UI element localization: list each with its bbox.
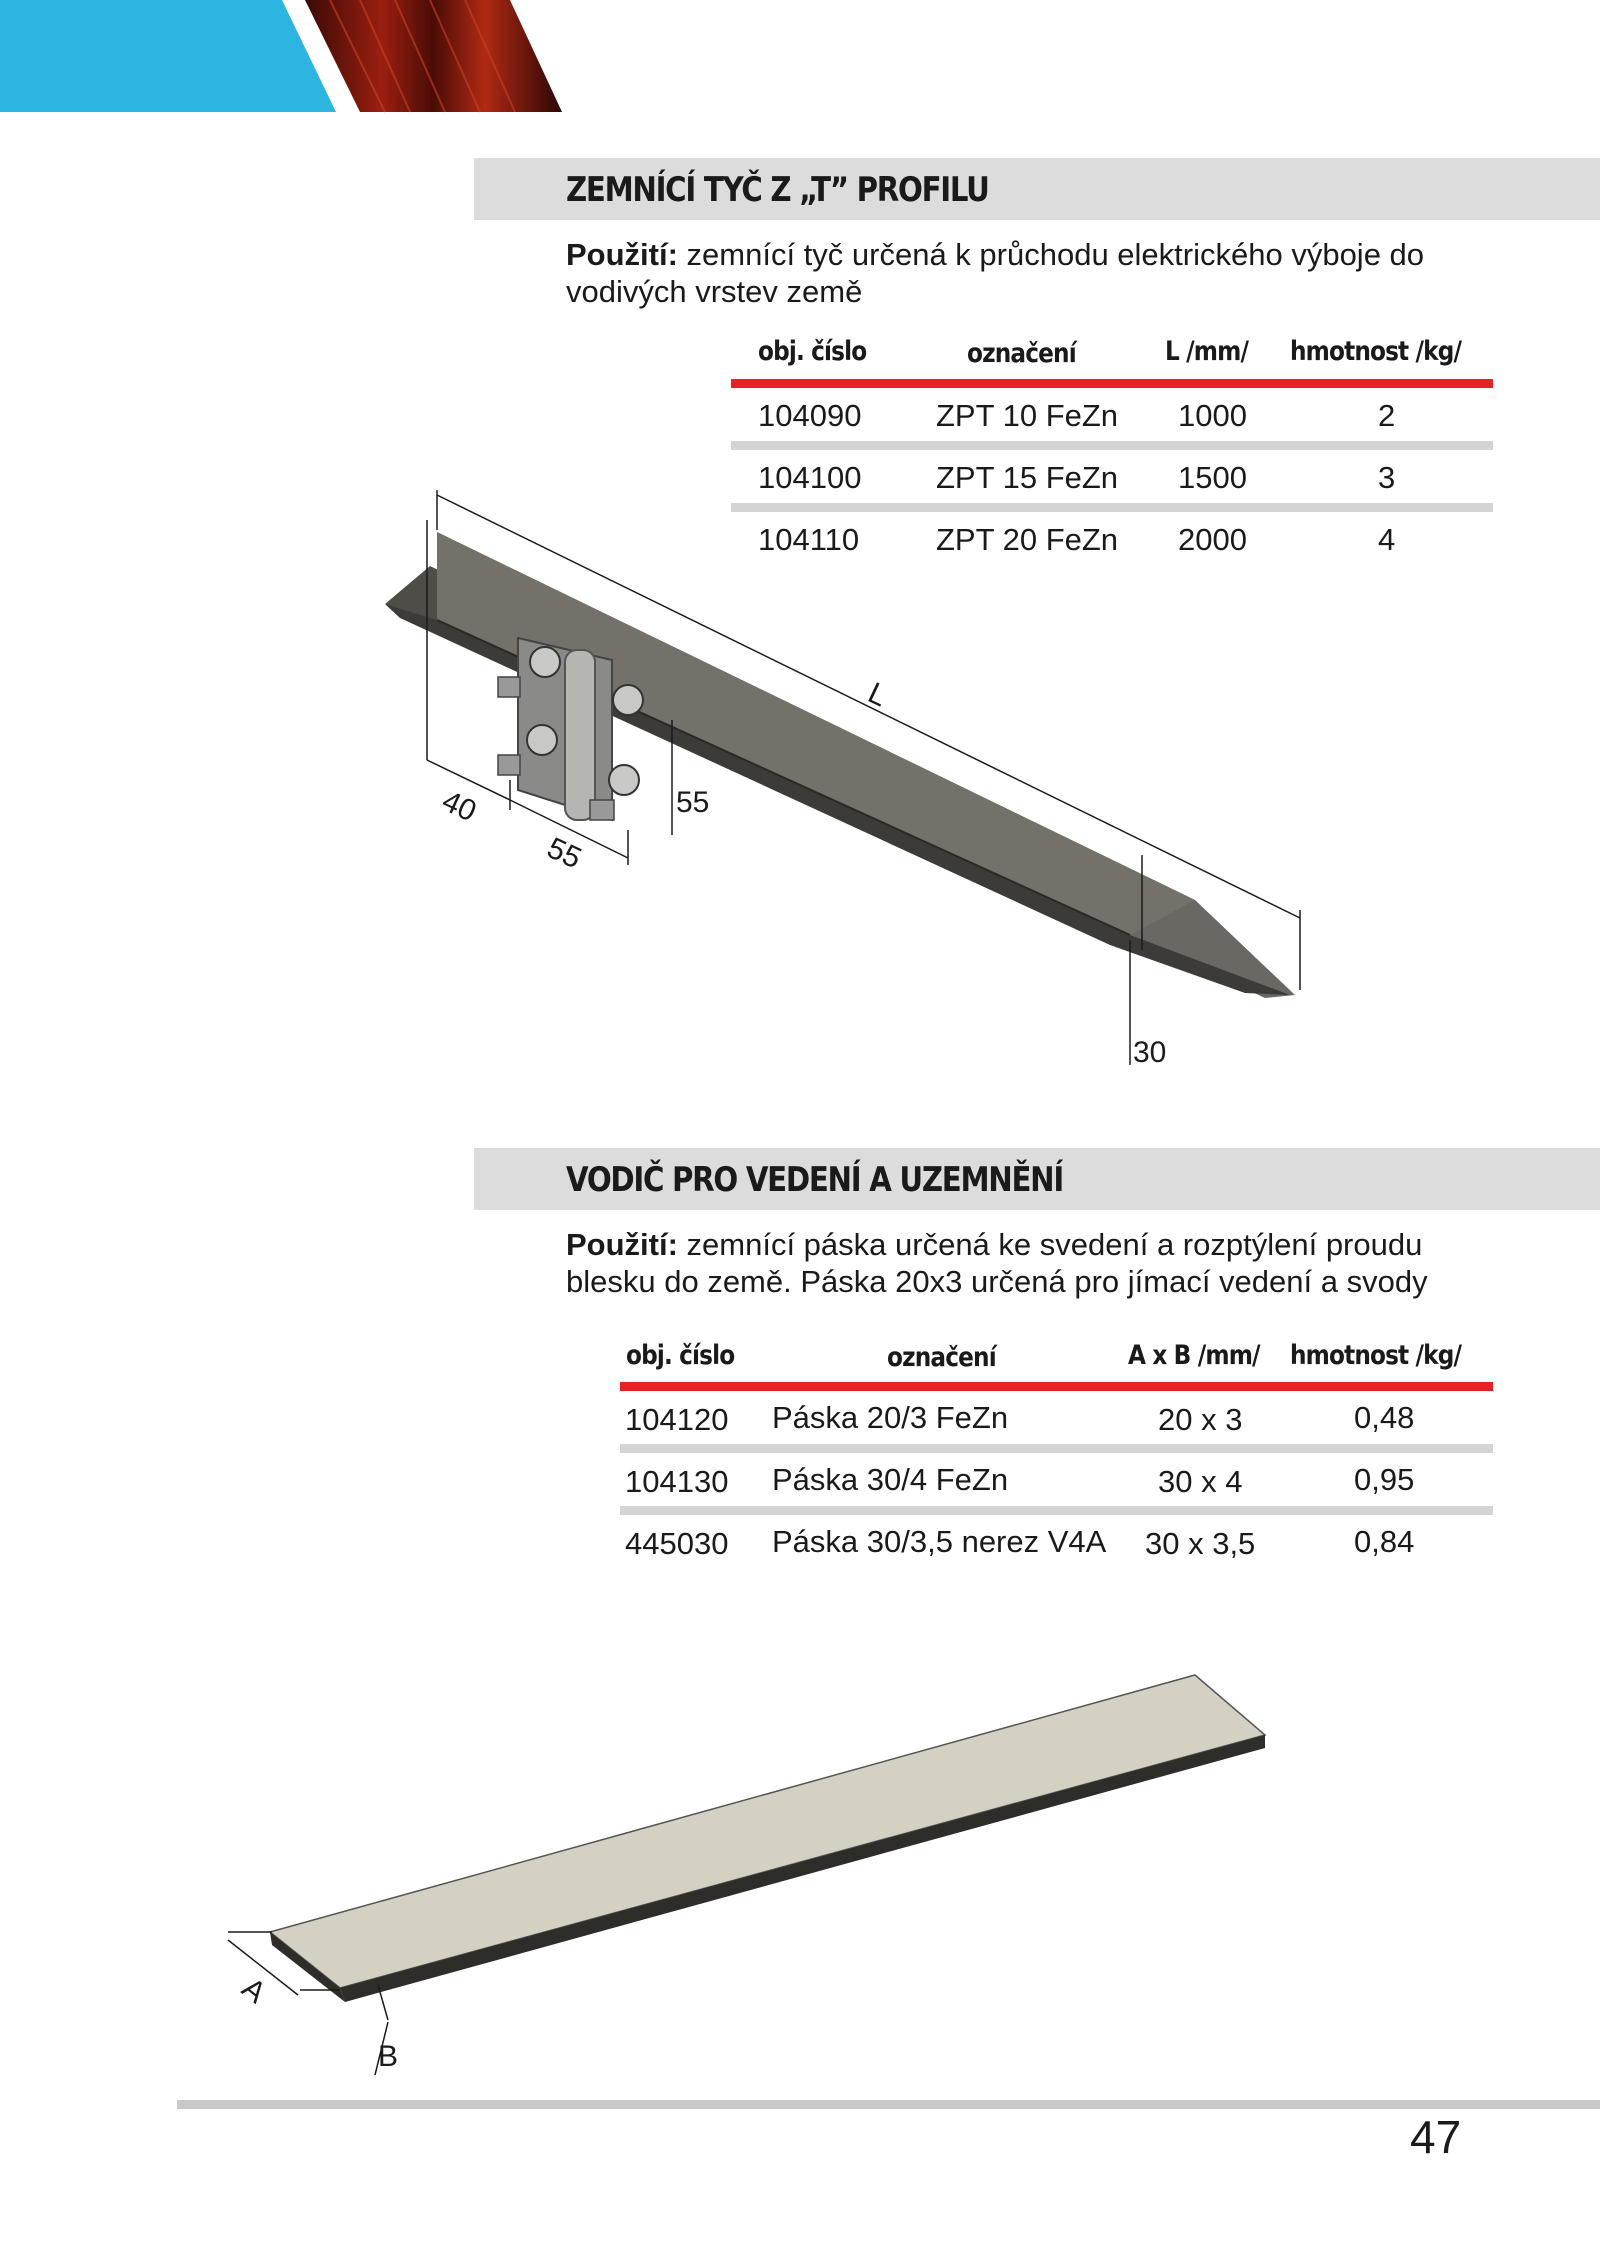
table-cell: Páska 30/4 FeZn (772, 1462, 1009, 1497)
dim-width-b-label: 55 (542, 831, 587, 876)
section1-row-divider (731, 441, 1493, 450)
dim-thickness-label: 30 (1133, 1036, 1167, 1069)
section1-usage-label: Použití: (566, 237, 678, 272)
table-cell: 2000 (1178, 522, 1247, 557)
table-cell: 20 x 3 (1158, 1402, 1243, 1437)
table-cell: 104090 (758, 398, 862, 433)
table-cell: 30 x 4 (1158, 1464, 1243, 1499)
table-cell: ZPT 15 FeZn (936, 460, 1119, 495)
table-cell: 2 (1378, 398, 1396, 433)
header-fire-shape (305, 0, 562, 112)
header-blue-shape (0, 0, 336, 112)
table-cell: 104130 (625, 1464, 729, 1499)
table-cell: ZPT 10 FeZn (936, 398, 1119, 433)
dim-height-label: 55 (676, 786, 710, 819)
section1-title: ZEMNÍCÍ TYČ Z „T” PROFILU (566, 170, 989, 210)
table-cell: 104100 (758, 460, 862, 495)
section2-row-divider (620, 1506, 1493, 1515)
section1-usage (566, 236, 1506, 310)
dim-b-label: B (378, 2040, 399, 2073)
section1-header-length: L /mm/ (1165, 336, 1249, 367)
table-cell: 445030 (625, 1526, 729, 1561)
dim-width-a-label: 40 (437, 784, 482, 829)
section1-header-weight: hmotnost /kg/ (1290, 336, 1462, 367)
table-cell: Páska 20/3 FeZn (772, 1400, 1009, 1435)
table-cell: 3 (1378, 460, 1396, 495)
section1-header-oznaceni: označení (967, 338, 1076, 369)
section2-header-oznaceni: označení (887, 1342, 996, 1373)
table-cell: 4 (1378, 522, 1396, 557)
section2-header-rule (620, 1382, 1493, 1391)
section2-usage-label: Použití: (566, 1227, 678, 1262)
footer-rule (177, 2100, 1600, 2109)
header-graphic (0, 0, 600, 115)
dim-length-label: L (863, 676, 893, 714)
dim-a-label: A (235, 1971, 272, 2010)
section2-header-weight: hmotnost /kg/ (1290, 1340, 1462, 1371)
grounding-strip-drawing (200, 1650, 1300, 2080)
section2-header-objcislo: obj. číslo (626, 1340, 735, 1371)
table-cell: 104110 (758, 522, 860, 557)
section2-header-axb: A x B /mm/ (1128, 1340, 1260, 1371)
table-cell: 1000 (1178, 398, 1247, 433)
table-cell: 104120 (625, 1402, 729, 1437)
table-cell: 0,84 (1354, 1524, 1415, 1559)
table-cell: 0,48 (1354, 1400, 1415, 1435)
table-cell: 1500 (1178, 460, 1247, 495)
page-number: 47 (1410, 2111, 1462, 2163)
table-cell: 30 x 3,5 (1145, 1526, 1256, 1561)
section1-header-rule (731, 379, 1493, 388)
section2-usage (566, 1226, 1506, 1300)
table-cell: Páska 30/3,5 nerez V4A (772, 1524, 1107, 1559)
section1-header-objcislo: obj. číslo (758, 336, 867, 367)
t-profile-rod-drawing (370, 470, 1330, 1090)
section2-title: VODIČ PRO VEDENÍ A UZEMNĚNÍ (566, 1160, 1063, 1200)
section2-usage-text: zemnící páska určená ke svedení a rozptýlení proudu blesku do země. Páska 20x3 určená pro jímací vedení a svody (566, 1227, 1428, 1299)
section1-usage-text: zemnící tyč určená k průchodu elektrického výboje do vodivých vrstev země (566, 237, 1425, 309)
table-cell: ZPT 20 FeZn (936, 522, 1119, 557)
table-cell: 0,95 (1354, 1462, 1415, 1497)
section2-row-divider (620, 1444, 1493, 1453)
